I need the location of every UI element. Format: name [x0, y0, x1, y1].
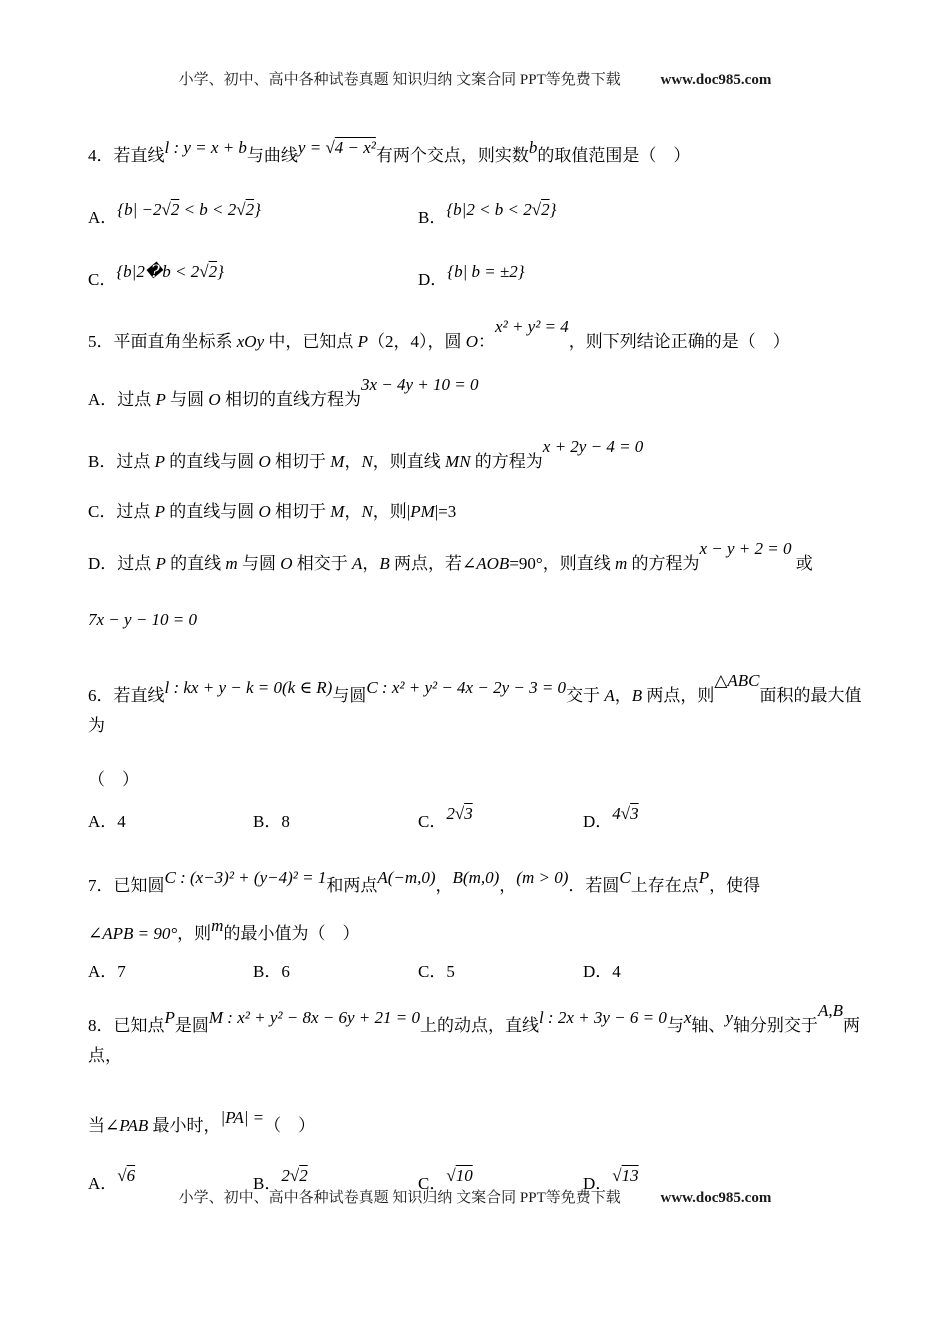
- text-run: 与圆: [237, 554, 281, 573]
- formula: PAB: [119, 1116, 149, 1135]
- formula: √: [117, 1166, 127, 1185]
- formula: P: [154, 452, 165, 471]
- text-run: 是圆: [174, 1016, 209, 1035]
- text-run: B．: [418, 208, 447, 227]
- text-run: |=3: [434, 502, 457, 521]
- formula: 6: [126, 1166, 136, 1185]
- formula: A(−m,0): [377, 868, 436, 887]
- text-run: 两点，: [88, 1016, 860, 1065]
- question-4-options-row-2: [88, 262, 862, 295]
- text-run: D．: [583, 1174, 613, 1193]
- text-run: =90°，则直线: [509, 554, 615, 573]
- formula: C : x² + y² − 4x − 2y − 3 = 0: [366, 678, 567, 697]
- question-6-stem-continuation: [88, 765, 862, 795]
- formula: {b|2�b < 2√: [116, 262, 209, 281]
- text-run: A．: [88, 1174, 118, 1193]
- formula: 2√: [446, 804, 465, 823]
- text-run: A．过点: [88, 390, 156, 409]
- text-run: 上存在点: [630, 876, 699, 895]
- question-4-option-d: [418, 262, 748, 295]
- text-run: （2，4），圆: [368, 332, 466, 351]
- formula: ∠APB = 90°: [88, 924, 178, 943]
- text-run: 两点，则: [642, 686, 715, 705]
- formula: < b < 2√: [179, 200, 246, 219]
- footer-text: 小学、初中、高中各种试卷真题 知识归纳 文案合同 PPT等免费下载: [178, 1190, 621, 1206]
- header-url: www.doc985.com: [660, 72, 772, 88]
- text-run: C．过点: [88, 502, 155, 521]
- formula: 13: [621, 1166, 639, 1185]
- formula: O: [465, 332, 479, 351]
- formula: PM: [410, 502, 435, 521]
- formula: xOy: [236, 332, 265, 351]
- text-run: 两点，若∠: [389, 554, 477, 573]
- question-6-stem: [88, 671, 862, 741]
- formula: O: [280, 554, 293, 573]
- formula: 3: [464, 804, 473, 823]
- formula: B(m,0): [452, 868, 500, 887]
- text-run: 轴分别交于: [732, 1016, 818, 1035]
- question-7-option-d: [583, 957, 748, 987]
- text-run: 的取值范围是（ ）: [537, 146, 691, 165]
- text-run: ，则|: [372, 502, 411, 521]
- text-run: C．: [418, 1174, 447, 1193]
- formula: 2: [208, 262, 218, 281]
- text-run: B．8: [253, 812, 290, 831]
- text-run: B．过点: [88, 452, 155, 471]
- formula: O: [258, 452, 271, 471]
- text-run: C．5: [418, 962, 455, 981]
- text-run: 上的动点，直线: [419, 1016, 539, 1035]
- formula: y: [725, 1008, 733, 1027]
- question-7-stem: [88, 868, 862, 901]
- question-6-option-a: [88, 807, 253, 837]
- formula: 2: [541, 200, 550, 219]
- header-text: 小学、初中、高中各种试卷真题 知识归纳 文案合同 PPT等免费下载: [178, 72, 621, 88]
- formula: 4√: [612, 804, 631, 823]
- text-run: 6．若直线: [88, 686, 165, 705]
- text-run: D．过点: [88, 554, 156, 573]
- text-run: 相切的直线方程为: [220, 390, 361, 409]
- formula: 2: [245, 200, 255, 219]
- formula: 10: [455, 1166, 473, 1185]
- formula: P: [357, 332, 369, 351]
- formula: x + 2y − 4 = 0: [542, 437, 644, 456]
- formula: AOB: [476, 554, 510, 573]
- question-5-option-a: [88, 375, 862, 415]
- footer-url: www.doc985.com: [660, 1190, 772, 1206]
- formula: A: [351, 554, 363, 573]
- question-6-option-c: [418, 804, 583, 837]
- text-run: ．若圆: [568, 876, 620, 895]
- question-7-option-b: [253, 957, 418, 987]
- formula: 2: [299, 1166, 308, 1185]
- question-7-option-c: [418, 957, 583, 987]
- text-run: 当∠: [88, 1116, 120, 1135]
- question-5-option-c: [88, 497, 862, 527]
- text-run: 的方程为: [470, 452, 543, 471]
- text-run: 有两个交点，则实数: [375, 146, 529, 165]
- text-run: 相切于: [270, 452, 331, 471]
- formula: l : 2x + 3y − 6 = 0: [538, 1008, 667, 1027]
- page-header: [88, 0, 862, 89]
- text-run: 和两点: [326, 876, 378, 895]
- question-5-stem: [88, 317, 862, 357]
- formula: m: [211, 916, 224, 935]
- formula: 4 − x²: [334, 138, 376, 157]
- formula: P: [155, 554, 166, 573]
- text-run: A．7: [88, 962, 126, 981]
- question-8-stem: [88, 1001, 862, 1071]
- question-4-option-c: [88, 262, 418, 295]
- text-run: ，: [499, 876, 517, 895]
- text-run: 的直线与圆: [164, 452, 259, 471]
- formula: 3x − 4y + 10 = 0: [360, 375, 479, 394]
- formula: M : x² + y² − 8x − 6y + 21 = 0: [208, 1008, 420, 1027]
- text-run: B．: [253, 1174, 282, 1193]
- formula: {b| −2√: [117, 200, 171, 219]
- formula: m: [225, 554, 238, 573]
- formula: x: [683, 1008, 692, 1027]
- formula: {b| b = ±2}: [447, 262, 525, 281]
- text-run: 相切于: [270, 502, 331, 521]
- text-run: 轴、: [691, 1016, 726, 1035]
- text-run: ，则: [177, 924, 212, 943]
- text-run: ，: [344, 452, 362, 471]
- question-8-stem-continuation: [88, 1108, 862, 1141]
- formula: M: [330, 452, 345, 471]
- question-6-option-b: [253, 807, 418, 837]
- formula: M: [330, 502, 345, 521]
- formula: MN: [445, 452, 471, 471]
- formula: m: [614, 554, 628, 573]
- formula: A,B: [817, 1001, 843, 1020]
- formula: A: [604, 686, 615, 705]
- formula: 2: [170, 200, 180, 219]
- page-footer: [0, 1186, 950, 1207]
- formula: }: [254, 200, 261, 219]
- text-run: 交于: [566, 686, 605, 705]
- formula: P: [155, 390, 166, 409]
- formula: P: [164, 1008, 175, 1027]
- formula: N: [361, 452, 373, 471]
- question-5-option-d: [88, 539, 862, 579]
- text-run: 与圆: [332, 686, 367, 705]
- text-run: ，: [344, 502, 362, 521]
- text-run: ，则直线: [372, 452, 446, 471]
- formula: x² + y² = 4: [495, 317, 569, 336]
- question-7-option-a: [88, 957, 253, 987]
- question-5-option-b: [88, 437, 862, 477]
- question-6-options-row: [88, 804, 862, 837]
- text-run: 的方程为: [627, 554, 700, 573]
- text-run: 的直线与圆: [164, 502, 259, 521]
- formula: O: [258, 502, 271, 521]
- formula: C: [619, 868, 631, 887]
- text-run: 与圆: [165, 390, 209, 409]
- formula: √: [446, 1166, 456, 1185]
- question-7-stem-continuation: [88, 916, 862, 949]
- text-run: ：: [478, 332, 496, 351]
- formula: }: [217, 262, 224, 281]
- text-run: 面积的最大值为: [88, 686, 862, 735]
- formula: B: [379, 554, 390, 573]
- text-run: 8．已知点: [88, 1016, 165, 1035]
- text-run: ，则下列结论正确的是（ ）: [568, 332, 790, 351]
- text-run: （ ）: [88, 770, 139, 789]
- text-run: 最小时，: [148, 1116, 221, 1135]
- text-run: A．4: [88, 812, 126, 831]
- question-4-option-a: [88, 200, 418, 233]
- text-run: B．6: [253, 962, 290, 981]
- formula: |PA| =: [220, 1108, 265, 1127]
- formula: }: [549, 200, 557, 219]
- formula: l : kx + y − k = 0(k ∈ R): [164, 678, 333, 697]
- text-run: 与曲线: [246, 146, 298, 165]
- formula: △ABC: [714, 671, 760, 690]
- text-run: ，使得: [709, 876, 761, 895]
- formula: √: [612, 1166, 622, 1185]
- formula: B: [631, 686, 643, 705]
- formula: P: [698, 868, 710, 887]
- formula: 7x − y − 10 = 0: [88, 610, 198, 629]
- text-run: D．: [583, 812, 613, 831]
- text-run: ，: [614, 686, 632, 705]
- text-run: D．: [418, 270, 448, 289]
- text-run: 相交于: [292, 554, 352, 573]
- formula: y = √: [297, 138, 335, 157]
- text-run: C．: [418, 812, 447, 831]
- question-4-stem: [88, 138, 862, 171]
- text-run: D．4: [583, 962, 621, 981]
- text-run: 或: [791, 554, 813, 573]
- text-run: C．: [88, 270, 117, 289]
- text-run: 5．平面直角坐标系: [88, 332, 237, 351]
- text-run: 4．若直线: [88, 146, 165, 165]
- formula: 3: [630, 804, 639, 823]
- text-run: ，: [362, 554, 380, 573]
- text-run: 中，已知点: [264, 332, 358, 351]
- formula: 2√: [281, 1166, 300, 1185]
- text-run: ，: [435, 876, 453, 895]
- formula: (m > 0): [516, 868, 569, 887]
- text-run: A．: [88, 208, 118, 227]
- question-6-option-d: [583, 804, 748, 837]
- question-4-option-b: [418, 200, 748, 233]
- formula: {b|2 < b < 2√: [446, 200, 542, 219]
- formula: O: [208, 390, 221, 409]
- formula: b: [528, 138, 538, 157]
- formula: x − y + 2 = 0: [699, 539, 792, 558]
- question-5-option-d-continuation: [88, 605, 862, 635]
- question-7-options-row: [88, 957, 862, 987]
- text-run: 与: [666, 1016, 684, 1035]
- formula: N: [361, 502, 373, 521]
- formula: C : (x−3)² + (y−4)² = 1: [164, 868, 327, 887]
- formula: l : y = x + b: [164, 138, 247, 157]
- text-run: 7．已知圆: [88, 876, 165, 895]
- question-4-options-row-1: [88, 200, 862, 233]
- text-run: （ ）: [264, 1116, 316, 1135]
- text-run: 的最小值为（ ）: [223, 924, 360, 943]
- formula: P: [154, 502, 165, 521]
- text-run: 的直线: [165, 554, 226, 573]
